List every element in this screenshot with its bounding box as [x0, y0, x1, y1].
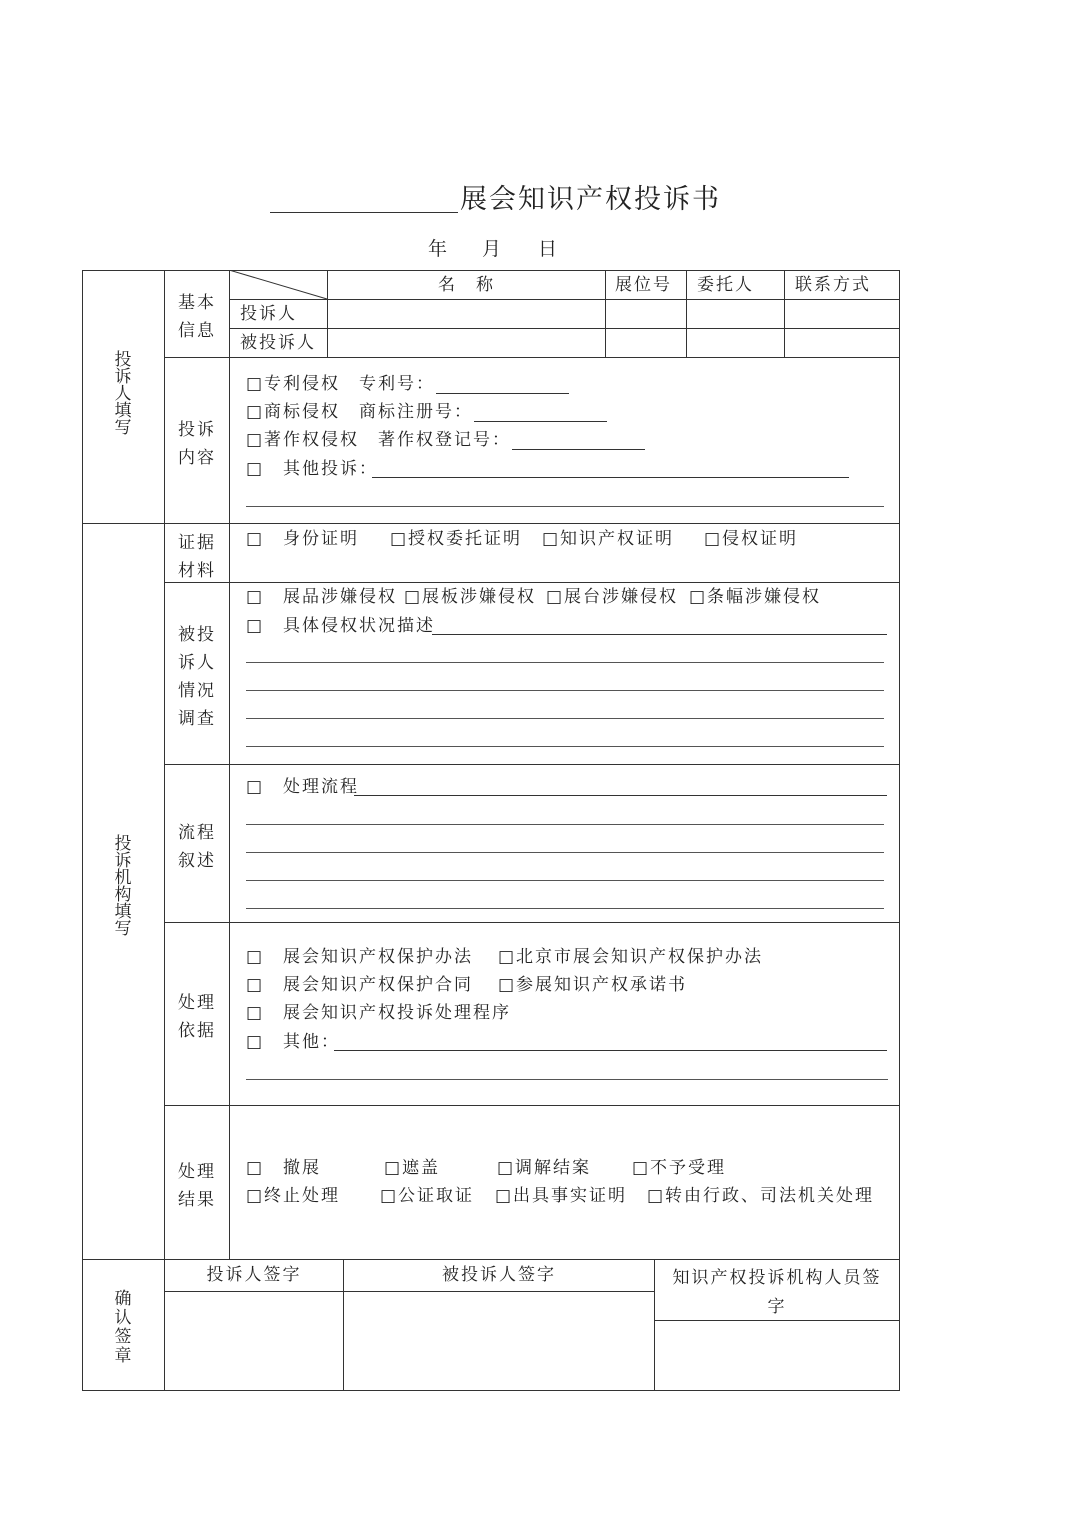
checkbox-detail-description[interactable]: □ 具体侵权状况描述: [246, 616, 436, 636]
checkbox-terminate[interactable]: □终止处理: [246, 1186, 341, 1206]
checkbox-ip-proof[interactable]: □知识产权证明: [542, 529, 675, 549]
process-line[interactable]: [246, 824, 884, 825]
checkbox-patent[interactable]: □专利侵权 专利号：: [246, 374, 436, 394]
investigation-line[interactable]: [246, 690, 884, 691]
label-result: 处理结果: [178, 1162, 216, 1210]
checkbox-trademark[interactable]: □商标侵权 商标注册号：: [246, 402, 474, 422]
process-line[interactable]: [246, 908, 884, 909]
checkbox-authorization[interactable]: □授权委托证明: [390, 529, 523, 549]
basis-extra-line[interactable]: [246, 1079, 888, 1080]
date-day: 日: [538, 238, 560, 260]
sign-agency-label: 知识产权投诉机构人员签字: [672, 1268, 882, 1317]
header-contact: 联系方式: [795, 275, 871, 295]
basis-other-field[interactable]: [334, 1050, 887, 1051]
trademark-number-field[interactable]: [474, 421, 607, 422]
page-title: 展会知识产权投诉书: [460, 184, 721, 215]
sign-complainant-box[interactable]: [165, 1292, 343, 1390]
checkbox-basis-procedure[interactable]: □ 展会知识产权投诉处理程序: [246, 1003, 512, 1023]
label-investigation: 被投诉人情况调查: [178, 625, 216, 729]
sign-respondent-box[interactable]: [344, 1292, 654, 1390]
patent-number-field[interactable]: [436, 393, 569, 394]
label-evidence: 证据材料: [178, 533, 216, 581]
checkbox-booth[interactable]: □展台涉嫌侵权: [546, 587, 679, 607]
checkbox-basis-measures[interactable]: □ 展会知识产权保护办法: [246, 947, 474, 967]
checkbox-fact-proof[interactable]: □出具事实证明: [495, 1186, 628, 1206]
checkbox-display-board[interactable]: □展板涉嫌侵权: [404, 587, 537, 607]
investigation-line[interactable]: [246, 662, 884, 663]
header-name: 名 称: [438, 275, 495, 295]
checkbox-basis-contract[interactable]: □ 展会知识产权保护合同: [246, 975, 474, 995]
label-basis: 处理依据: [178, 993, 216, 1041]
checkbox-infringement-proof[interactable]: □侵权证明: [704, 529, 799, 549]
header-booth: 展位号: [615, 275, 672, 295]
checkbox-exhibit[interactable]: □ 展品涉嫌侵权: [246, 587, 398, 607]
checkbox-notarization[interactable]: □公证取证: [380, 1186, 475, 1206]
checkbox-basis-pledge[interactable]: □参展知识产权承诺书: [498, 975, 688, 995]
date-month: 月: [482, 238, 504, 260]
sign-complainant-label: 投诉人签字: [206, 1265, 302, 1285]
other-complaint-field[interactable]: [372, 477, 849, 478]
checkbox-withdraw[interactable]: □ 撤展: [246, 1158, 322, 1178]
checkbox-banner[interactable]: □条幅涉嫌侵权: [689, 587, 822, 607]
label-process: 流程叙述: [178, 823, 216, 871]
checkbox-id-proof[interactable]: □ 身份证明: [246, 529, 360, 549]
title-blank[interactable]: [270, 212, 458, 213]
detail-description-field[interactable]: [432, 634, 887, 635]
copyright-number-field[interactable]: [512, 449, 645, 450]
diagonal-header-cell: [229, 270, 328, 300]
complaint-extra-line[interactable]: [246, 506, 884, 507]
checkbox-not-accepted[interactable]: □不予受理: [632, 1158, 727, 1178]
row-respondent: 被投诉人: [240, 333, 316, 353]
row-complainant: 投诉人: [240, 304, 297, 324]
process-line[interactable]: [246, 852, 884, 853]
checkbox-other-complaint[interactable]: □ 其他投诉：: [246, 459, 379, 479]
process-flow-field[interactable]: [354, 795, 887, 796]
date-year: 年: [428, 238, 450, 260]
section-agency-fill: 投诉机构填写: [114, 834, 132, 939]
header-agent: 委托人: [697, 275, 754, 295]
sign-agency-box[interactable]: [655, 1321, 899, 1390]
checkbox-basis-other[interactable]: □ 其他：: [246, 1032, 341, 1052]
checkbox-mediation[interactable]: □调解结案: [497, 1158, 592, 1178]
checkbox-basis-beijing[interactable]: □北京市展会知识产权保护办法: [498, 947, 764, 967]
process-line[interactable]: [246, 880, 884, 881]
checkbox-process-flow[interactable]: □ 处理流程: [246, 777, 360, 797]
checkbox-cover[interactable]: □遮盖: [384, 1158, 441, 1178]
label-complaint-content: 投诉内容: [178, 420, 216, 468]
checkbox-transfer[interactable]: □转由行政、司法机关处理: [647, 1186, 875, 1206]
section-confirm-sign: 确认签章: [114, 1289, 132, 1366]
sign-respondent-label: 被投诉人签字: [442, 1265, 556, 1285]
checkbox-copyright[interactable]: □著作权侵权 著作权登记号：: [246, 430, 512, 450]
label-basic-info: 基本信息: [178, 293, 216, 341]
section-complainant-fill: 投诉人填写: [114, 350, 132, 438]
investigation-line[interactable]: [246, 718, 884, 719]
investigation-line[interactable]: [246, 746, 884, 747]
